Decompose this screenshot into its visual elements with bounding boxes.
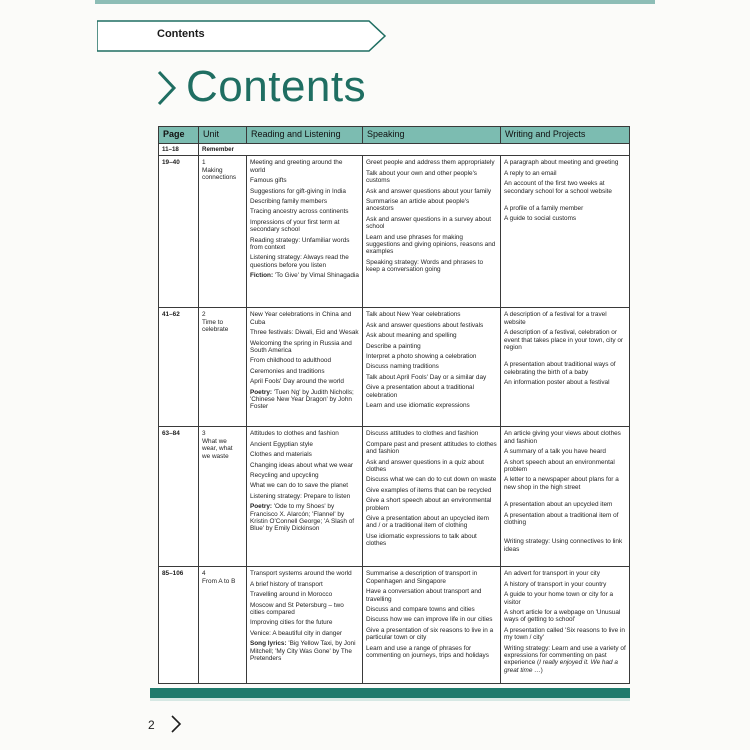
unit-title-line: wear, what [202, 445, 233, 453]
list-item: Talk about your own and other people's customs [366, 169, 477, 185]
unit-title-line: Making [202, 166, 223, 174]
list-item: Suggestions for gift-giving in India [250, 187, 346, 195]
chevron-right-icon [170, 714, 182, 734]
list-item: Summarise an article about people's ancestors [366, 198, 470, 213]
table-row-remember [159, 144, 629, 156]
list-item: A profile of a family member [504, 205, 584, 213]
list-item: Famous gifts [250, 177, 287, 185]
list-item: Improving cities for the future [250, 619, 333, 627]
unit-title-line: Time to [202, 318, 224, 326]
cell-speaking [363, 427, 501, 566]
list-item: Greet people and address them appropriately [366, 159, 495, 167]
list-item: Travelling around in Morocco [250, 591, 333, 599]
list-item: A summary of a talk you have heard [504, 448, 606, 456]
footer-teal-bar [150, 688, 630, 698]
list-item: A guide to your home town or city for a visitor [504, 591, 614, 606]
list-item: Summarise a description of transport in Copenhagen and Singapore [366, 570, 478, 585]
strategy-text: Writing strategy: Learn and use a variety of expressions for commenting on past experience ( [504, 644, 626, 667]
list-item: From childhood to adulthood [250, 357, 332, 365]
unit-title-line: What we [202, 437, 227, 445]
cell-speaking [363, 308, 501, 426]
contents-tab-label: Contents [157, 28, 205, 40]
tab-arrow-shape [97, 20, 387, 52]
list-item: Discuss attitudes to clothes and fashion [366, 430, 479, 438]
list-item: Give a presentation about an upcycled item and / or a traditional item of clothing [366, 515, 489, 530]
list-item: Discuss and compare towns and cities [366, 606, 475, 614]
table-row [159, 156, 629, 308]
list-item [250, 272, 359, 279]
cell-page: 11–18 [159, 144, 199, 155]
unit-number: 3 [202, 430, 206, 438]
list-item: Ceremonies and traditions [250, 367, 325, 375]
list-item: Impressions of your first term at secondary school [250, 218, 340, 234]
list-item: A reply to an email [504, 169, 557, 177]
strategy-example: I really enjoyed it. We had a great time … [504, 659, 618, 674]
table-row [159, 427, 629, 567]
list-item: Recycling and upcycling [250, 472, 319, 480]
cell-reading [247, 156, 363, 307]
list-item: Ancient Egyptian style [250, 440, 313, 448]
list-item: Transport systems around the world [250, 570, 352, 578]
list-item: Discuss how we can improve life in our cities [366, 616, 493, 624]
top-teal-strip [95, 0, 655, 4]
col-header-speaking: Speaking [363, 127, 501, 143]
list-item: A presentation about an upcycled item [504, 501, 613, 509]
literature-label: Poetry: [250, 388, 273, 396]
cell-page: 63–84 [159, 427, 199, 566]
literature-label: Fiction: [250, 272, 274, 280]
literature-text: 'To Give' by Vimal Shinagadia [273, 272, 359, 280]
list-item: Compare past and present attitudes to clothes and fashion [366, 440, 497, 456]
list-item: Meeting and greeting around the world [250, 159, 343, 174]
list-item: Describing family members [250, 198, 328, 206]
footer-light-bar [150, 698, 630, 701]
list-item: An article giving your views about clothes and fashion [504, 430, 621, 445]
list-item: Learn and use phrases for making suggestions and giving opinions, reasons and examples [366, 233, 496, 256]
cell-unit [199, 427, 247, 566]
cell-writing [501, 156, 629, 307]
table-row [159, 308, 629, 427]
list-item: Talk about April Fools' Day or a similar day [366, 373, 487, 381]
list-item: Ask and answer questions in a quiz about clothes [366, 458, 484, 474]
list-item: Interpret a photo showing a celebration [366, 353, 477, 361]
literature-label: Song lyrics: [250, 640, 287, 648]
chevron-right-icon [156, 70, 178, 106]
cell-reading [247, 427, 363, 566]
list-item [250, 503, 359, 533]
unit-title-line: connections [202, 174, 237, 182]
list-item: A short article for a webpage on 'Unusual ways of getting to school' [504, 609, 621, 624]
list-item: April Fools' Day around the world [250, 378, 344, 386]
list-item: Give a short speech about an environmental problem [366, 497, 492, 512]
literature-text: 'Ode to my Shoes' by Francisco X. Alarcón; 'Flannel' by Kristin O'Connell George; 'A Slash of Blue' by Emily Dickinson [250, 503, 355, 533]
list-item: A brief history of transport [250, 580, 323, 588]
table-row [159, 567, 629, 683]
literature-label: Poetry: [250, 503, 273, 511]
literature-text: 'Big Yellow Taxi, by Joni Mitchell; 'My City Was Gone' by The Pretenders [250, 640, 356, 663]
list-item: Reading strategy: Unfamiliar words from context [250, 236, 350, 252]
list-item: Learn and use a range of phrases for commenting on journeys, trips and holidays [366, 644, 489, 660]
literature-text: 'Tuen Ng' by Judith Nicholls; 'Chinese New Year Dragon' by John Foster [250, 388, 354, 411]
list-item: Welcoming the spring in Russia and South America [250, 339, 352, 355]
list-item: Ask about meaning and spelling [366, 332, 457, 340]
list-item [250, 640, 359, 662]
list-item: Ask and answer questions about festivals [366, 321, 484, 329]
list-item: Give examples of items that can be recycled [366, 486, 492, 494]
list-item: A presentation about a traditional item of clothing [504, 511, 619, 527]
list-item: A presentation called 'Six reasons to live in my town / city' [504, 626, 625, 642]
cell-unit [199, 567, 247, 683]
col-header-reading: Reading and Listening [247, 127, 363, 143]
list-item: Have a conversation about transport and travelling [366, 588, 482, 603]
list-item: Attitudes to clothes and fashion [250, 430, 339, 438]
list-item: Moscow and St Petersburg – two cities compared [250, 601, 344, 617]
list-item: Use idiomatic expressions to talk about clothes [366, 532, 477, 548]
list-item: Tracing ancestry across continents [250, 208, 349, 216]
list-item [250, 389, 359, 411]
cell-writing [501, 567, 629, 683]
list-item: An account of the first two weeks at secondary school for a school website [504, 180, 612, 195]
col-header-unit: Unit [199, 127, 247, 143]
strategy-text-end: ) [540, 666, 543, 674]
unit-title-line: celebrate [202, 326, 229, 334]
unit-title-line: we waste [202, 452, 229, 460]
list-item: Changing ideas about what we wear [250, 461, 354, 469]
contents-tab [97, 20, 387, 52]
list-item: A guide to social customs [504, 215, 577, 223]
list-item: A history of transport in your country [504, 580, 607, 588]
list-item: Describe a painting [366, 342, 421, 350]
list-item: A short speech about an environmental problem [504, 458, 615, 474]
list-item: What we can do to save the planet [250, 482, 349, 490]
unit-number: 2 [202, 311, 206, 319]
table-header-row [159, 127, 629, 144]
cell-writing [501, 308, 629, 426]
cell-speaking [363, 567, 501, 683]
cell-unit [199, 156, 247, 307]
list-item: An information poster about a festival [504, 379, 610, 387]
list-item: A presentation about traditional ways of celebrating the birth of a baby [504, 361, 616, 376]
unit-number: 1 [202, 159, 206, 167]
cell-writing [501, 427, 629, 566]
list-item: Speaking strategy: Words and phrases to keep a conversation going [366, 258, 484, 274]
list-item: Venice: A beautiful city in danger [250, 629, 343, 637]
list-item: Give a presentation of six reasons to live in a particular town or city [366, 626, 494, 642]
list-item: A paragraph about meeting and greeting [504, 159, 619, 167]
cell-unit [199, 308, 247, 426]
list-item: Give a presentation about a traditional celebration [366, 384, 475, 399]
list-item: Listening strategy: Prepare to listen [250, 492, 351, 500]
list-item: Clothes and materials [250, 451, 312, 459]
cell-page: 19–40 [159, 156, 199, 307]
list-item: New Year celebrations in China and Cuba [250, 311, 352, 326]
contents-table [158, 126, 630, 684]
list-item: Ask and answer questions about your family [366, 187, 492, 195]
col-header-page: Page [159, 127, 199, 143]
cell-unit: Remember [202, 146, 234, 153]
list-item: Ask and answer questions in a survey about school [366, 215, 492, 231]
list-item: Discuss naming traditions [366, 363, 439, 371]
cell-page: 85–106 [159, 567, 199, 683]
list-item: Listening strategy: Always read the questions before you listen [250, 254, 349, 269]
unit-number: 4 [202, 570, 206, 578]
col-header-writing: Writing and Projects [505, 129, 586, 139]
list-item: A letter to a newspaper about plans for a new shop in the high street [504, 476, 619, 491]
list-item: Learn and use idiomatic expressions [366, 402, 470, 410]
list-item: A description of a festival for a travel website [504, 311, 607, 326]
list-item: Writing strategy: Using connectives to link ideas [504, 538, 623, 553]
cell-speaking [363, 156, 501, 307]
list-item: Three festivals: Diwali, Eid and Wesak [250, 329, 359, 337]
list-item [504, 645, 626, 675]
unit-title-line: From A to B [202, 577, 236, 585]
cell-reading [247, 567, 363, 683]
list-item: A description of a festival, celebration or event that takes place in your town, city or region [504, 329, 623, 352]
cell-page: 41–62 [159, 308, 199, 426]
list-item: An advert for transport in your city [504, 570, 600, 578]
list-item: Discuss what we can do to cut down on waste [366, 476, 497, 484]
list-item: Talk about New Year celebrations [366, 311, 461, 319]
page-title-text: Contents [186, 62, 367, 111]
cell-reading [247, 308, 363, 426]
page-number: 2 [148, 718, 155, 732]
